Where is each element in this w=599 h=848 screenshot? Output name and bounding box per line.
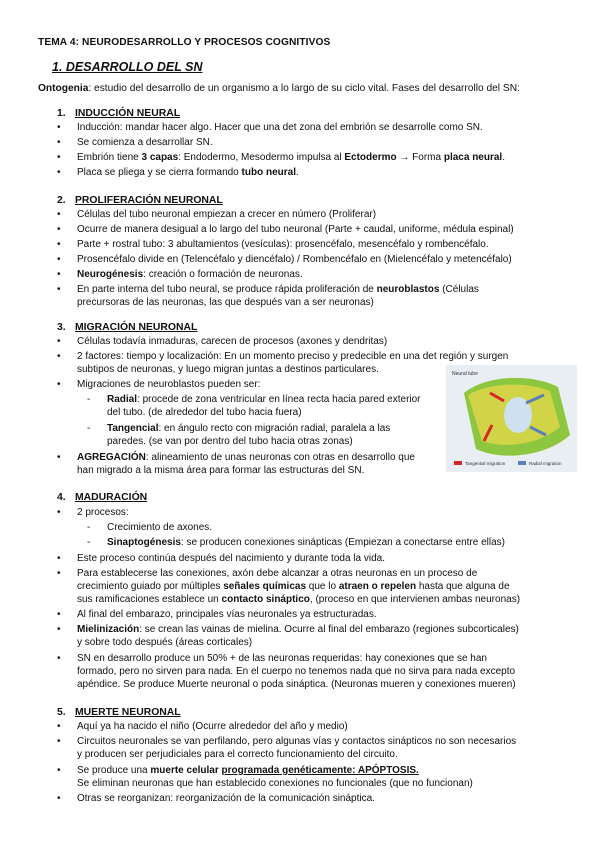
legend-swatch-radial [518,461,526,465]
legend-radial: Radial migration [529,461,562,466]
section-2-heading: 2. PROLIFERACIÓN NEURONAL [57,195,223,206]
section-5-heading: 5. MUERTE NEURONAL [57,707,181,718]
section-4-heading: 4. MADURACIÓN [57,492,148,503]
section-1-heading: 1. INDUCCIÓN NEURAL [57,108,181,119]
legend-tangential: Tangential migration [465,461,506,466]
intro-term: Ontogenia [38,83,89,94]
intro-text: : estudio del desarrollo de un organismo a lo largo de su ciclo vital. Fases del desarrollo del SN: [88,83,520,94]
main-heading: 1. DESARROLLO DEL SN [52,60,203,74]
document-title: TEMA 4: NEURODESARROLLO Y PROCESOS COGNITIVOS [38,37,331,48]
legend-swatch-tangential [454,461,462,465]
figure-label: Neural tube [452,371,478,377]
document-page: TEMA 4: NEURODESARROLLO Y PROCESOS COGNITIVOS 1. DESARROLLO DEL SN Ontogenia: estudio del desarrollo de un organismo a lo largo de su ciclo vital. Fases del desarrollo del SN: 1. INDUCCIÓN NEURAL • Inducción: mandar hacer algo. Hacer que una det zona del embrión se desarrolle como SN. • Se comienza a desarrollar SN. • Embrión tiene 3 capas: Endodermo, Mesodermo impulsa al Ectodermo → Forma placa neural. • Placa se pliega y se cierra formando tubo neural. 2. PROLIFERACIÓN NEURONAL • Células del tubo neuronal empiezan a crecer en número (Proliferar) • Ocurre de manera desigual a lo largo del tubo neuronal (Parte + caudal, uniforme, médula espinal) • Parte + rostral tubo: 3 abultamientos (vesículas): prosencéfalo, mesencéfalo y rombencéfalo. • Prosencéfalo divide en (Telencéfalo y diencéfalo) / Rombencéfalo en (Mielencéfalo y metencéfalo) • Neurogénesis: creación o formación de neuronas. • En parte interna del tubo neural, se produce rápida proliferación de neuroblastos (Células precursoras de las neuronas, las que después van a ser neuronas) 3. MIGRACIÓN NEURONAL • Células todavía inmaduras, carecen de procesos (axones y dendritas) • 2 factores: tiempo y localización: En un momento preciso y predecible en una det región y surgen subtipos de neuronas, y luego migran juntas a destinos particulares. • Migraciones de neuroblastos pueden ser: - Radial: procede de zona ventricular en línea recta hacia pared exterior del tubo. (de alrededor del tubo hacia fuera) - Tangencial: en ángulo recto con migración radial, paralela a las paredes. (se van por dentro del tubo hacia otras zonas) • AGREGACIÓN: alineamiento de unas neuronas con otras en desarrollo que han migrado a la misma área para formar las estructuras del SN. Neural tube Tangential migration Radial migration 4. MADURACIÓN • 2 procesos: - Crecimiento de axones. - Sinaptogénesis: se producen conexiones sinápticas (Empiezan a conectarse entre ellas) • Este proceso continúa después del nacimiento y durante toda la vida. • Para establecerse las conexiones, axón debe alcanzar a otras neuronas en un proceso de crecimiento guiado por múltiples señales químicas que lo atraen o repelen hasta que alguna de sus ramificaciones establece un contacto sináptico, (proceso en que intervienen ambas neuronas) • Al final del embarazo, principales vías neuronales ya estructuradas. • Mielinización: se crean las vainas de mielina. Ocurre al final del embarazo (regiones subcorticales) y sobre todo después (áreas corticales) • SN en desarrollo produce un 50% + de las neuronas requeridas: hay conexiones que se han formado, pero no sirven para nada. En el cuerpo no tenemos nada que no sirva para nada excepto apéndice. Se produce Muerte neuronal o poda sináptica. (Neuronas mueren y conexiones mueren) 5. MUERTE NEURONAL • Aquí ya ha nacido el niño (Ocurre alrededor del año y medio) • Circuitos neuronales se van perfilando, pero algunas vías y contactos sinápticos no son necesarios y producen ser perjudiciales para el correcto funcionamiento del circuito. • Se produce una muerte celular programada genéticamente: APÓPTOSIS. Se eliminan neuronas que han establecido conexiones no funcionales (que no funcionan) • Otras se reorganizan: reorganización de la comunicación sináptica. [0,0,599,848]
section-3-heading: 3. MIGRACIÓN NEURONAL [57,322,198,333]
neural-tube-diagram [446,365,577,472]
intro-paragraph [38,83,578,94]
